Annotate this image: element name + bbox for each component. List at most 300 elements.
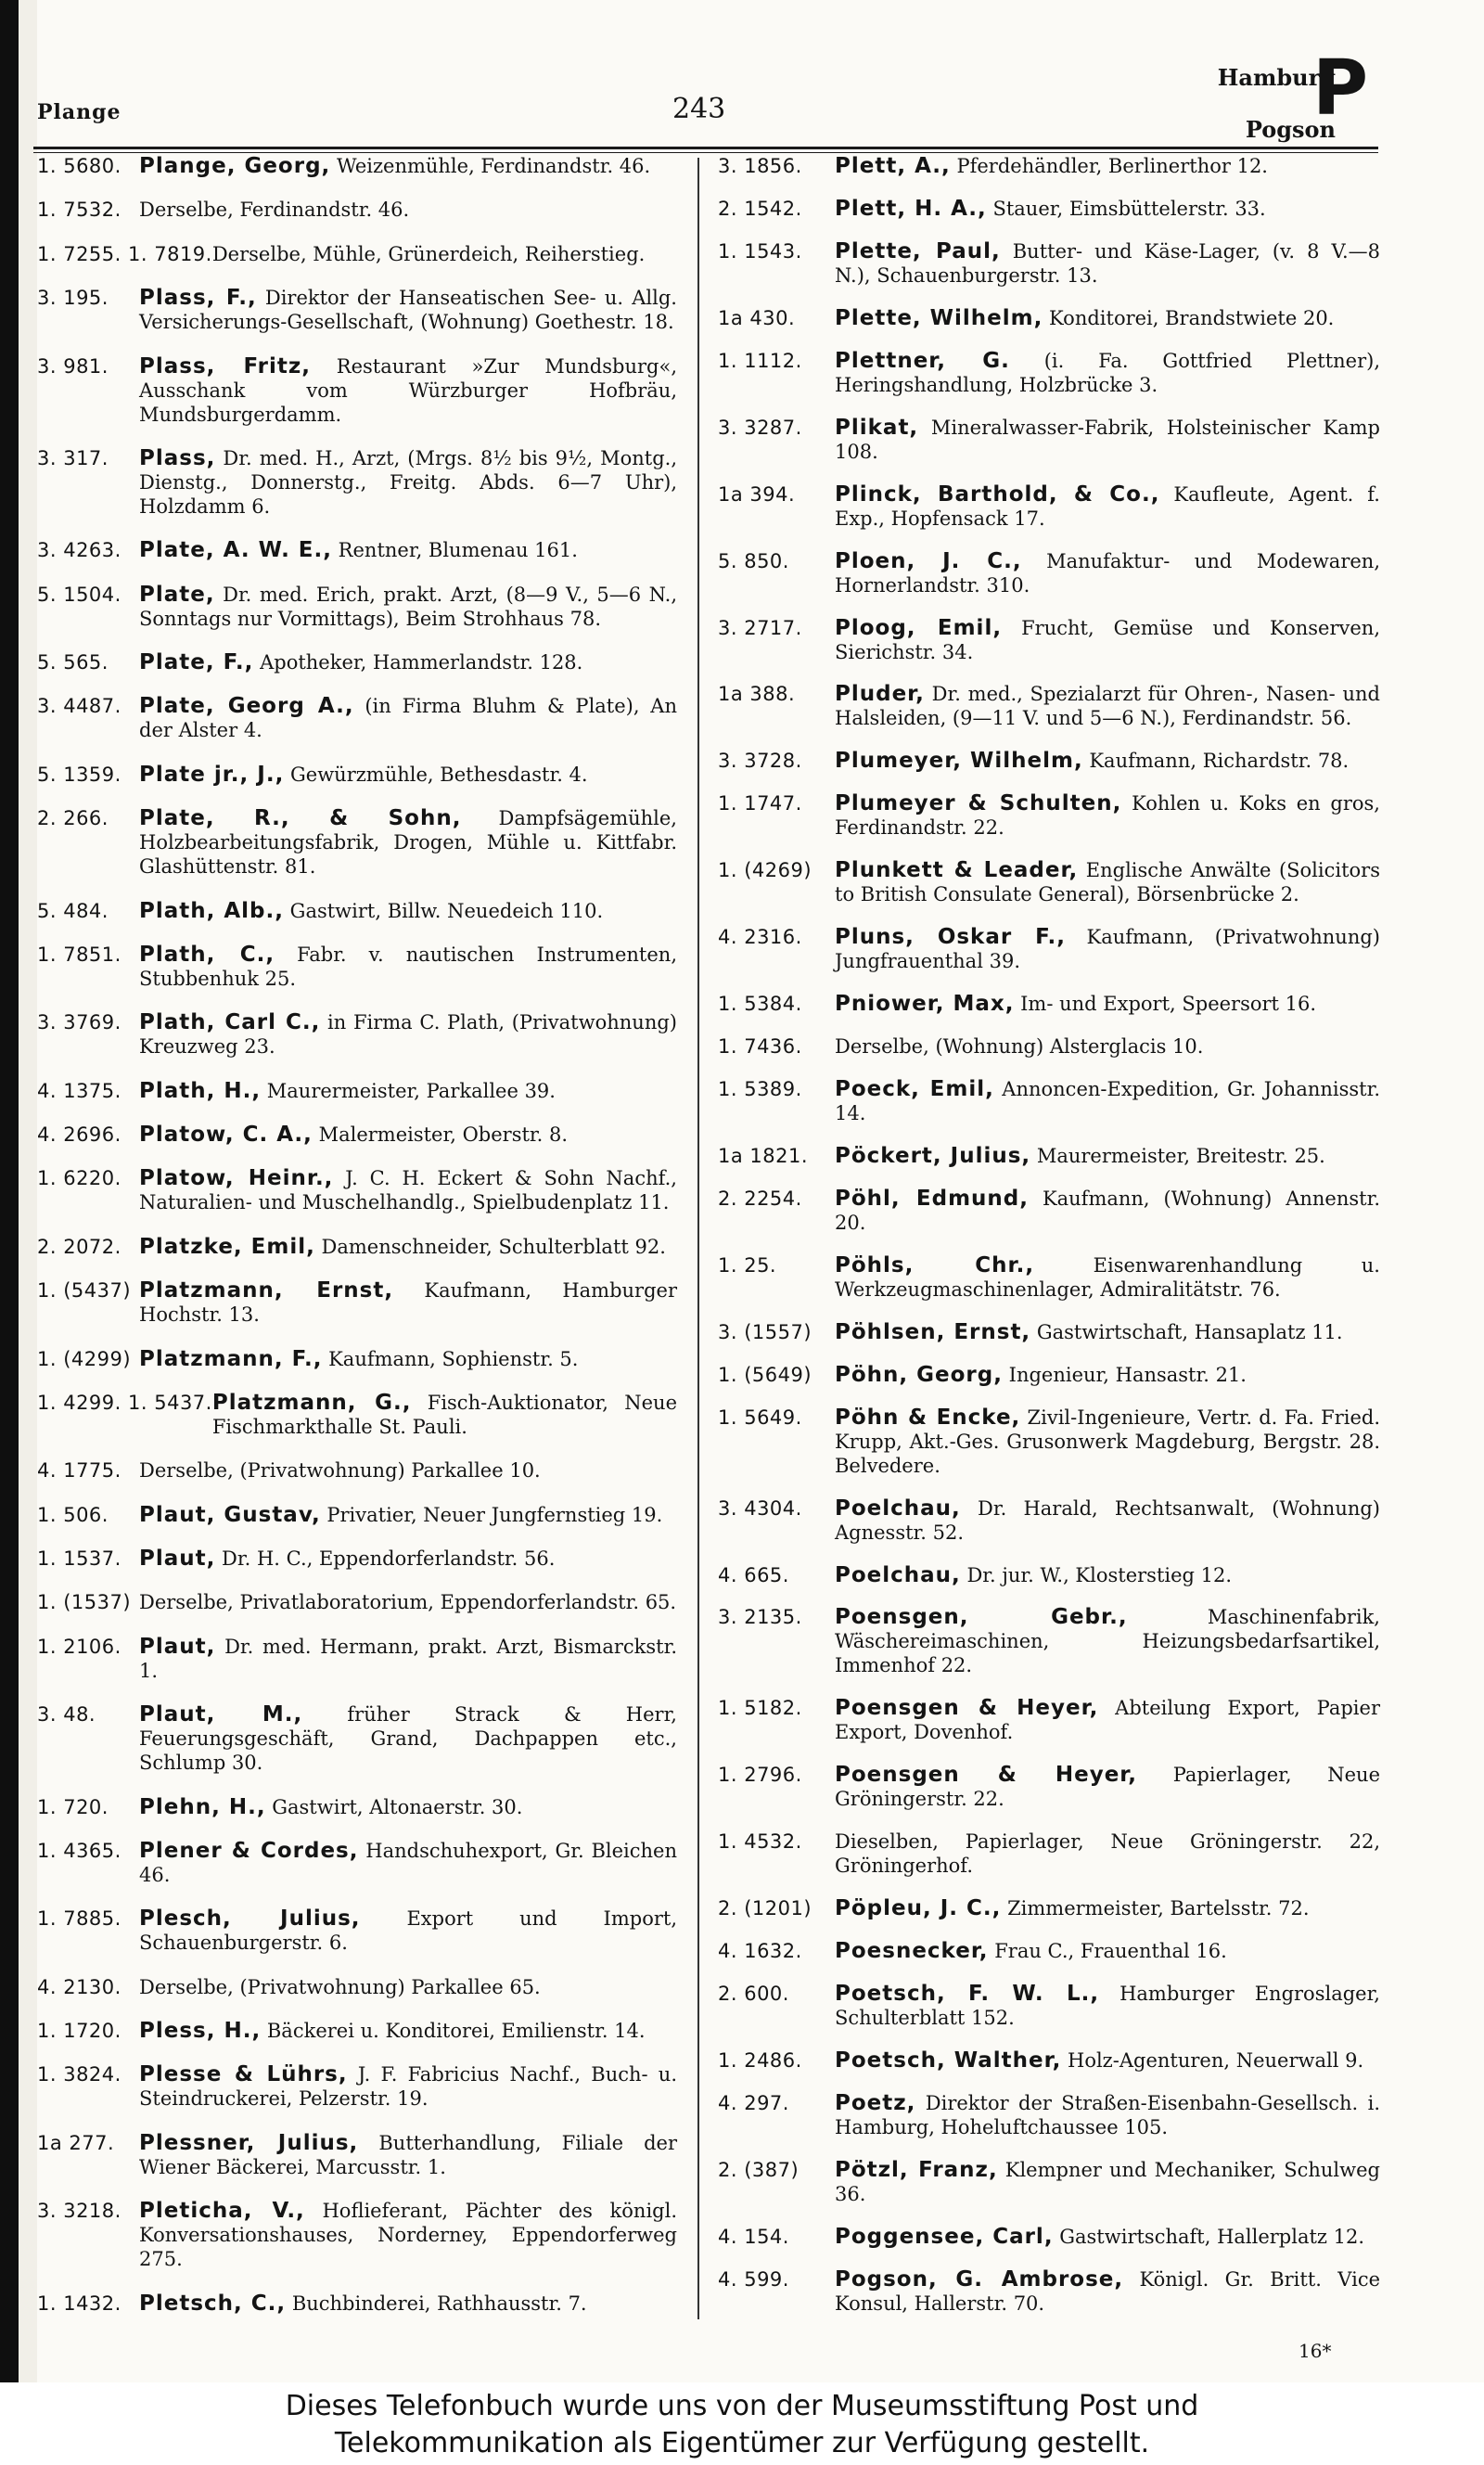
directory-entry (718, 992, 1380, 1016)
phone-number: 1. 7532. (37, 199, 122, 222)
entry-text (835, 616, 1380, 664)
entry-description: Gastwirt, Billw. Neuedeich 110. (284, 899, 604, 922)
subscriber-name: Plinck, Barthold, & Co., (835, 481, 1160, 507)
directory-entry (37, 1458, 677, 1483)
entry-text (212, 1391, 677, 1439)
subscriber-name: Plate, A. W. E., (139, 538, 332, 563)
entry-text (139, 1010, 677, 1059)
directory-entry (37, 538, 677, 562)
directory-entry (718, 2048, 1380, 2073)
phone-number: 4. 1775. (37, 1459, 122, 1483)
entry-text (835, 1363, 1380, 1387)
entry-description: Stauer, Eimsbüttelerstr. 33. (986, 197, 1266, 220)
entry-description: Maurermeister, Parkallee 39. (261, 1079, 556, 1102)
phone-number: 3. 981. (37, 354, 109, 378)
entry-description: Kaufmann, Hamburger Hochstr. 13. (139, 1279, 677, 1327)
phone-number: 4. 2130. (37, 1975, 122, 1998)
subscriber-name: Poetsch, Walther, (835, 2048, 1062, 2073)
directory-entry (718, 749, 1380, 773)
entry-description: Papierlager, Neue Gröningerstr. 22. (835, 1764, 1380, 1811)
phone-number: 1. 5680. (37, 155, 122, 177)
subscriber-name: Plath, Carl C., (139, 1010, 321, 1035)
entry-description: Export und Import, Schauenburgerstr. 6. (139, 1907, 677, 1955)
entry-text (835, 197, 1380, 221)
entry-description: Klempner und Mechaniker, Schulweg 36. (835, 2158, 1380, 2205)
directory-entry (37, 1590, 677, 1614)
header-right (1094, 52, 1336, 156)
entry-text (835, 2091, 1380, 2139)
header-city: Hamburg (1217, 64, 1336, 91)
phone-number: 3. 4487. (37, 695, 122, 718)
phone-number: 5. 565. (37, 651, 109, 674)
subscriber-name: Plass, (139, 445, 216, 470)
entry-description: Bäckerei u. Konditorei, Emilienstr. 14. (261, 2020, 646, 2042)
right-column (718, 154, 1380, 2316)
entry-description: Restaurant »Zur Mundsburg«, Ausschank vom Würzburger Hofbräu, Mundsburgerdamm. (139, 354, 677, 426)
subscriber-name: Plunkett & Leader, (835, 858, 1079, 883)
directory-entry (37, 242, 677, 266)
entry-text (139, 1166, 677, 1214)
directory-entry (718, 239, 1380, 288)
entry-description: Kaufmann, Sophienstr. 5. (322, 1347, 579, 1370)
subscriber-name: Plaut, (139, 1634, 216, 1659)
entry-description: Derselbe, Ferdinandstr. 46. (139, 199, 410, 222)
subscriber-name: Plettner, G. (835, 348, 1010, 373)
directory-entry (37, 1166, 677, 1214)
phone-number: 4. 297. (718, 2091, 789, 2114)
subscriber-name: Plath, H., (139, 1078, 262, 1103)
entry-description: Holz-Agenturen, Neuerwall 9. (1061, 2049, 1364, 2072)
entry-text (835, 1763, 1380, 1811)
entry-description: Dr. med. Erich, prakt. Arzt, (8—9 V., 5—6 N., Sonntags nur Vormittags), Beim Strohhaus 78. (139, 583, 677, 630)
subscriber-name: Pöpleu, J. C., (835, 1896, 1002, 1921)
subscriber-name: Plett, H. A., (835, 196, 987, 221)
entry-description: Frucht, Gemüse und Konserven, Sierichstr. 34. (835, 616, 1381, 663)
subscriber-name: Plate, F., (139, 650, 254, 674)
entry-text (835, 1187, 1380, 1235)
entry-description: Derselbe, (Privatwohnung) Parkallee 65. (139, 1975, 541, 1998)
directory-entry (37, 2062, 677, 2111)
entry-description: (in Firma Bluhm & Plate), An der Alster 4. (139, 695, 677, 742)
subscriber-name: Plikat, (835, 415, 919, 440)
entry-text (139, 1702, 677, 1775)
directory-entry (718, 2225, 1380, 2249)
entry-description: Gewürzmühle, Bethesdastr. 4. (284, 763, 588, 786)
phone-number: 3. 2717. (718, 616, 802, 639)
entry-description: Kaufmann, (Privatwohnung) Jungfrauenthal 39. (835, 926, 1380, 973)
entry-text (835, 1696, 1380, 1744)
entry-text (139, 1590, 677, 1614)
subscriber-name: Plath, Alb., (139, 898, 284, 923)
entry-description: Privatier, Neuer Jungfernstieg 19. (320, 1503, 663, 1526)
phone-number: 1. 5389. (718, 1078, 802, 1100)
entry-text (139, 583, 677, 631)
subscriber-name: Poetz, (835, 2090, 916, 2115)
entry-text (139, 1907, 677, 1955)
entry-text (835, 2225, 1380, 2249)
entry-text (139, 1795, 677, 1819)
directory-entry (718, 791, 1380, 840)
phone-number: 3. 3287. (718, 416, 802, 439)
subscriber-name: Pöhl, Edmund, (835, 1186, 1030, 1211)
phone-number: 5. 1504. (37, 583, 122, 606)
entry-text (835, 992, 1380, 1016)
directory-entry (718, 306, 1380, 330)
entry-description: Malermeister, Oberstr. 8. (312, 1123, 569, 1146)
banner-line-1: Dieses Telefonbuch wurde uns von der Museumsstiftung Post und (285, 2390, 1199, 2422)
subscriber-name: Poelchau, (835, 1496, 961, 1521)
entry-text (139, 763, 677, 787)
subscriber-name: Plate, Georg A., (139, 694, 354, 719)
header-rule (33, 147, 1378, 153)
entry-text (139, 899, 677, 923)
entry-text (212, 242, 677, 266)
entry-description: Rentner, Blumenau 161. (332, 539, 578, 562)
directory-entry (718, 549, 1380, 597)
subscriber-name: Pöhls, Chr., (835, 1252, 1035, 1277)
entry-description: Ingenieur, Hansastr. 21. (1002, 1363, 1247, 1386)
phone-number: 4. 1632. (718, 1940, 802, 1963)
phone-number: 1. 5182. (718, 1697, 802, 1720)
entry-text (139, 650, 677, 674)
directory-entry (718, 1363, 1380, 1387)
phone-number: 3. 1856. (718, 155, 802, 177)
phone-number: 1. 1747. (718, 792, 802, 815)
directory-entry (37, 1795, 677, 1819)
phone-number: 2. 2254. (718, 1187, 802, 1210)
directory-entry (718, 925, 1380, 973)
subscriber-name: Platzke, Emil, (139, 1234, 315, 1259)
entry-description: Dr. med. Hermann, prakt. Arzt, Bismarckstr. 1. (139, 1635, 677, 1682)
phone-number: 3. 3769. (37, 1011, 122, 1034)
entry-description: Apotheker, Hammerlandstr. 128. (253, 651, 583, 674)
entry-text (835, 349, 1380, 397)
entry-text (139, 154, 677, 178)
directory-entry (718, 2267, 1380, 2316)
directory-entry (37, 763, 677, 787)
phone-number: 1a 394. (718, 482, 796, 506)
phone-number: 1. (5437) (37, 1279, 132, 1303)
entry-description: Direktor der Straßen-Eisenbahn-Gesellsch. i. Hamburg, Hoheluftchaussee 105. (835, 2091, 1380, 2138)
entry-description: J. F. Fabricius Nachf., Buch- u. Steindruckerei, Pelzerstr. 19. (139, 2063, 677, 2111)
subscriber-name: Platzmann, F., (139, 1346, 323, 1371)
phone-number: 1. 25. (718, 1253, 777, 1277)
section-letter: P (1312, 45, 1369, 133)
subscriber-name: Ploog, Emil, (835, 615, 1003, 640)
entry-description: Maschinenfabrik, Wäschereimaschinen, Heizungsbedarfsartikel, Immenhof 22. (835, 1606, 1380, 1677)
subscriber-name: Plener & Cordes, (139, 1838, 359, 1863)
directory-entry (37, 806, 677, 879)
entry-text (835, 791, 1380, 840)
entry-text (835, 2267, 1380, 2316)
entry-text (835, 1496, 1380, 1545)
signature-mark: 16* (1298, 2340, 1332, 2362)
entry-description: Weizenmühle, Ferdinandstr. 46. (330, 155, 651, 177)
directory-entry (718, 1187, 1380, 1235)
entry-description: Frau C., Frauenthal 16. (988, 1940, 1227, 1963)
phone-number: 1. 7255. 1. 7819. (37, 242, 212, 265)
directory-entry (37, 1347, 677, 1371)
directory-entry (718, 2091, 1380, 2139)
directory-entry (37, 583, 677, 631)
subscriber-name: Pöckert, Julius, (835, 1143, 1031, 1168)
phone-number: 2. 266. (37, 807, 109, 830)
entry-description: Königl. Gr. Britt. Vice Konsul, Hallerstr. 70. (835, 2267, 1381, 2315)
directory-entry (718, 2158, 1380, 2206)
book-spine-shadow (0, 0, 19, 2382)
subscriber-name: Platzmann, G., (211, 1390, 412, 1415)
subscriber-name: Pöhn, Georg, (835, 1362, 1003, 1387)
phone-number: 1. 3824. (37, 2063, 122, 2086)
entry-description: Manufaktur- und Modewaren, Hornerlandstr. 310. (835, 549, 1380, 597)
entry-text (139, 1235, 677, 1259)
phone-number: 1. 1432. (37, 2292, 122, 2315)
entry-text (835, 1077, 1380, 1125)
entry-text (835, 2048, 1380, 2073)
entry-description: Gastwirtschaft, Hansaplatz 11. (1030, 1320, 1343, 1343)
entry-text (835, 749, 1380, 773)
entry-description: Damenschneider, Schulterblatt 92. (314, 1235, 666, 1258)
banner-line-2: Telekommunikation als Eigentümer zur Verfügung gestellt. (334, 2427, 1150, 2459)
phone-number: 1. 7885. (37, 1907, 122, 1931)
directory-entry (37, 1235, 677, 1259)
entry-text (835, 682, 1380, 730)
directory-entry (718, 1696, 1380, 1744)
phone-number: 1. 2486. (718, 2049, 802, 2072)
directory-entry (718, 1939, 1380, 1963)
entry-text (139, 694, 677, 742)
entry-text (835, 858, 1380, 906)
phone-number: 1. 4532. (718, 1830, 802, 1854)
entry-description: Dr. jur. W., Klosterstieg 12. (960, 1563, 1233, 1586)
entry-text (835, 1896, 1380, 1920)
phone-number: 1. 4299. 1. 5437. (37, 1391, 212, 1414)
adjacent-page-edge (19, 0, 37, 2382)
phone-number: 4. 665. (718, 1563, 789, 1586)
entry-text (139, 1547, 677, 1571)
subscriber-name: Poesnecker, (835, 1939, 989, 1964)
entry-description: Derselbe, (Wohnung) Alsterglacis 10. (835, 1035, 1204, 1059)
entry-description: Im- und Export, Speersort 16. (1014, 993, 1317, 1016)
directory-entry (37, 1503, 677, 1527)
page-number: 243 (672, 93, 726, 125)
column-divider (697, 158, 699, 2319)
directory-entry (718, 416, 1380, 464)
phone-number: 1. 1720. (37, 2020, 122, 2042)
subscriber-name: Pluns, Oskar F., (835, 925, 1066, 950)
entry-text (835, 925, 1380, 973)
directory-entry (37, 2019, 677, 2043)
phone-number: 3. 48. (37, 1703, 96, 1727)
entry-text (139, 2199, 677, 2271)
subscriber-name: Plesch, Julius, (139, 1907, 361, 1932)
header-left-keyword: Plange (37, 100, 122, 124)
entry-description: Derselbe, Privatlaboratorium, Eppendorferlandstr. 65. (139, 1591, 677, 1614)
phone-number: 3. (1557) (718, 1320, 812, 1343)
entry-text (835, 1320, 1380, 1344)
directory-entry (718, 1144, 1380, 1168)
phone-number: 2. 600. (718, 1983, 789, 2006)
entry-description: Abteilung Export, Papier Export, Dovenhof. (835, 1697, 1380, 1744)
entry-description: Fabr. v. nautischen Instrumenten, Stubbenhuk 25. (139, 943, 677, 990)
directory-entry (718, 1896, 1380, 1920)
directory-entry (718, 616, 1380, 664)
entry-description: Direktor der Hanseatischen See- u. Allg. Versicherungs-Gesellschaft, (Wohnung) Goethestr. 18. (139, 287, 677, 334)
entry-text (139, 1503, 677, 1527)
subscriber-name: Pniower, Max, (835, 992, 1015, 1017)
subscriber-name: Pötzl, Franz, (835, 2157, 998, 2182)
phone-number: 1. (4269) (718, 859, 812, 882)
subscriber-name: Plette, Wilhelm, (835, 305, 1043, 330)
phone-number: 3. 2135. (718, 1606, 802, 1629)
phone-number: 1. (5649) (718, 1363, 812, 1386)
entry-description: Kaufmann, (Wohnung) Annenstr. 20. (835, 1187, 1380, 1234)
phone-number: 3. 4304. (718, 1496, 802, 1520)
entry-description: Gastwirtschaft, Hallerplatz 12. (1053, 2225, 1365, 2248)
directory-entry (718, 197, 1380, 221)
entry-description: Zivil-Ingenieure, Vertr. d. Fa. Fried. Krupp, Akt.-Ges. Grusonwerk Magdeburg, Bergstr. 28. Belvedere. (835, 1406, 1381, 1477)
subscriber-name: Poelchau, (835, 1562, 961, 1587)
phone-number: 1. (4299) (37, 1347, 132, 1370)
directory-entry (37, 2199, 677, 2271)
directory-entry (718, 1763, 1380, 1811)
directory-entry (37, 899, 677, 923)
phone-number: 4. 599. (718, 2267, 789, 2291)
entry-text (835, 1563, 1380, 1587)
directory-entry (718, 1496, 1380, 1545)
subscriber-name: Plate, (139, 582, 215, 607)
entry-description: Handschuhexport, Gr. Bleichen 46. (139, 1839, 677, 1886)
entry-description: Buchbinderei, Rathhausstr. 7. (286, 2292, 587, 2315)
phone-number: 2. (387) (718, 2158, 800, 2181)
entry-description: Kaufmann, Richardstr. 78. (1082, 750, 1350, 773)
entry-description: früher Strack & Herr, Feuerungsgeschäft, Grand, Dachpappen etc., Schlump 30. (139, 1703, 677, 1775)
phone-number: 1a 430. (718, 306, 796, 329)
phone-number: 1. 7851. (37, 943, 122, 966)
entry-text (139, 2019, 677, 2043)
directory-entry (37, 694, 677, 742)
header-right-keyword: Pogson (1245, 116, 1336, 143)
entry-description: Konditorei, Brandstwiete 20. (1043, 306, 1335, 329)
entry-text (139, 286, 677, 334)
subscriber-name: Plessner, Julius, (139, 2130, 359, 2155)
subscriber-name: Poggensee, Carl, (835, 2224, 1054, 2249)
entry-description: Hoflieferant, Pächter des königl. Konversationshauses, Norderney, Eppendorferweg 275. (139, 2200, 677, 2271)
directory-entry (37, 154, 677, 178)
entry-text (139, 1079, 677, 1103)
left-column (37, 154, 677, 2316)
entry-description: in Firma C. Plath, (Privatwohnung) Kreuzweg 23. (139, 1011, 677, 1059)
directory-entry (37, 943, 677, 991)
phone-number: 5. 484. (37, 899, 109, 922)
entry-description: Dr. H. C., Eppendorferlandstr. 56. (215, 1547, 556, 1570)
directory-entry (37, 1123, 677, 1147)
phone-number: 4. 2696. (37, 1123, 122, 1146)
entry-text (139, 198, 677, 222)
subscriber-name: Plange, Georg, (139, 154, 331, 178)
subscriber-name: Poetsch, F. W. L., (835, 1982, 1100, 2007)
phone-number: 5. 850. (718, 549, 789, 572)
entry-text (139, 1347, 677, 1371)
directory-entry (718, 482, 1380, 531)
phone-number: 1. (1537) (37, 1591, 132, 1614)
directory-entry (37, 650, 677, 674)
directory-entry (37, 1010, 677, 1059)
directory-entry (37, 446, 677, 519)
subscriber-name: Pleticha, V., (139, 2199, 305, 2224)
phone-number: 1. 5384. (718, 993, 802, 1016)
entry-text (835, 1144, 1380, 1168)
phone-number: 1. 5649. (718, 1406, 802, 1429)
entry-text (139, 1839, 677, 1887)
subscriber-name: Platzmann, Ernst, (139, 1278, 394, 1303)
phone-number: 1a 1821. (718, 1144, 809, 1167)
entry-text (139, 446, 677, 519)
directory-entry (37, 1635, 677, 1683)
phone-number: 3. 4263. (37, 539, 122, 562)
directory-entry (718, 154, 1380, 178)
entry-text (139, 2062, 677, 2111)
subscriber-name: Plumeyer, Wilhelm, (835, 749, 1083, 774)
subscriber-name: Plette, Paul, (835, 238, 1001, 263)
directory-entry (718, 682, 1380, 730)
entry-text (835, 416, 1380, 464)
directory-entry (37, 2131, 677, 2179)
entry-description: Kaufleute, Agent. f. Exp., Hopfensack 17. (835, 482, 1380, 530)
subscriber-name: Plaut, (139, 1547, 216, 1571)
subscriber-name: Plass, Fritz, (139, 353, 312, 379)
directory-entry (718, 1253, 1380, 1302)
entry-text (835, 1253, 1380, 1302)
subscriber-name: Pletsch, C., (139, 2291, 287, 2316)
entry-text (835, 239, 1380, 288)
directory-entry (718, 1605, 1380, 1677)
directory-entry (718, 1982, 1380, 2030)
phone-number: 1. 6220. (37, 1167, 122, 1190)
directory-entry (718, 1077, 1380, 1125)
subscriber-name: Ploen, J. C., (835, 548, 1022, 573)
subscriber-name: Plaut, Gustav, (139, 1502, 321, 1527)
phone-number: 1. 506. (37, 1503, 109, 1526)
subscriber-name: Plesse & Lührs, (139, 2062, 348, 2087)
entry-text (139, 538, 677, 562)
subscriber-name: Plass, F., (139, 286, 257, 311)
subscriber-name: Pluder, (835, 682, 925, 707)
directory-entry (718, 1406, 1380, 1478)
subscriber-name: Poensgen & Heyer, (835, 1763, 1138, 1788)
entry-description: Dr. med., Spezialarzt für Ohren-, Nasen- und Halsleiden, (9—11 V. und 5—6 N.), Ferdinandstr. 56. (835, 683, 1380, 730)
entry-text (139, 1975, 677, 1999)
entry-description: Dr. med. H., Arzt, (Mrgs. 8½ bis 9½, Montg., Dienstg., Donnerstg., Freitg. Abds. 6—7 Uhr), Holzdamm 6. (139, 446, 677, 518)
subscriber-name: Plett, A., (835, 154, 951, 178)
entry-text (835, 154, 1380, 178)
subscriber-name: Poensgen & Heyer, (835, 1696, 1099, 1721)
entry-text (139, 1123, 677, 1147)
entry-description: Kohlen u. Koks en gros, Ferdinandstr. 22. (835, 792, 1380, 840)
entry-description: Mineralwasser-Fabrik, Holsteinischer Kamp 108. (835, 416, 1380, 463)
entry-description: Dr. Harald, Rechtsanwalt, (Wohnung) Agnesstr. 52. (835, 1496, 1380, 1544)
phone-number: 3. 3728. (718, 750, 802, 773)
entry-description: J. C. H. Eckert & Sohn Nachf., Naturalien- und Muschelhandlg., Spielbudenplatz 11. (139, 1167, 677, 1214)
entry-text (139, 354, 677, 427)
directory-entry (37, 2292, 677, 2316)
directory-entry (37, 1278, 677, 1327)
directory-entry (718, 1563, 1380, 1587)
entry-text (835, 1939, 1380, 1963)
subscriber-name: Plehn, H., (139, 1794, 266, 1819)
directory-entry (718, 1829, 1380, 1878)
entry-text (835, 1829, 1380, 1878)
